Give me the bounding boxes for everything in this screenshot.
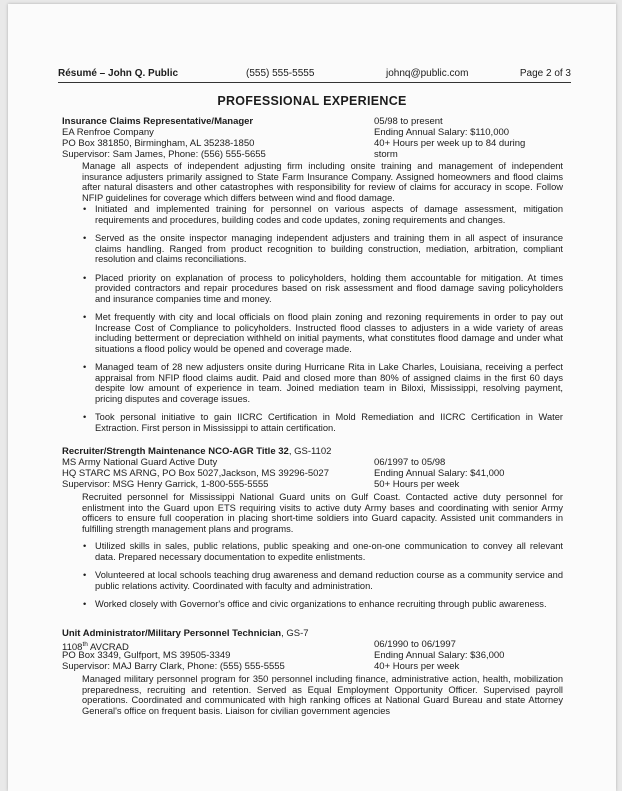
job-title-text: Insurance Claims Representative/Manager (62, 116, 254, 127)
job-summary: Recruited personnel for Mississippi National Guard units on Gulf Coast. Contacted active duty personnel for enlistment into the Guard upon ETS requiring visits to active duty Army bases and coordinating with senior Army officers to ensure full cooperation in placing short-time soldiers into Guard capacity. Assisted unit commanders in fulfilling strength management plans and programs. (82, 492, 563, 534)
job-grade: , GS-1102 (288, 446, 332, 457)
job-dates: 06/1990 to 06/1997 (374, 639, 456, 650)
bullet-text: Served as the onsite inspector managing independent adjusters and training them in all aspect of insurance claims handling. Ranged from product recognition to building construction, mediation, arbitration, compliant resolution and claims reconciliations. (95, 233, 563, 264)
employer-unit-name: AVCRAD (87, 642, 129, 654)
job-title (62, 447, 331, 458)
bullet-text: Volunteered at local schools teaching drug awareness and demand reduction course as a community service and public relations activity. Coordinated with faculty and administration. (95, 570, 563, 591)
job-bullets (83, 541, 563, 610)
bullet-marker: • (83, 412, 87, 422)
bullet-text: Placed priority on explanation of process to policyholders, holding them accountable for mitigation. At times provided contractors and repair procedures based on risk assessment and flood damage saving policyholders and insurance companies time and money. (95, 272, 563, 304)
page-header (58, 68, 571, 82)
bullet-marker: • (83, 272, 87, 283)
bullet-item (83, 312, 563, 354)
header-phone: (555) 555-5555 (246, 68, 315, 79)
bullet-item (83, 570, 563, 591)
bullet-item (83, 599, 563, 610)
supervisor: Supervisor: MAJ Barry Clark, Phone: (555) 555-5555 (62, 661, 285, 672)
employer-name: MS Army National Guard Active Duty (62, 457, 218, 468)
supervisor: Supervisor: MSG Henry Garrick, 1-800-555-5555 (62, 479, 269, 490)
bullet-text: Initiated and implemented training for personnel on various aspects of damage assessment, mitigation requirements and procedures, building codes and code updates, zoning requirements and changes. (95, 204, 563, 225)
job-dates: 06/1997 to 05/98 (374, 457, 446, 468)
employer-address: PO Box 3349, Gulfport, MS 39505-3349 (62, 650, 231, 661)
bullet-marker: • (83, 204, 87, 214)
bullet-item (83, 362, 563, 404)
resume-page (8, 4, 616, 791)
bullet-item (83, 233, 563, 265)
employer-address: PO Box 381850, Birmingham, AL 35238-1850 (62, 138, 255, 149)
job-salary: Ending Annual Salary: $36,000 (374, 650, 505, 661)
header-page-number: Page 2 of 3 (519, 68, 571, 79)
job-hours: 40+ Hours per week up to 84 during (374, 138, 526, 149)
header-rule (58, 82, 571, 83)
bullet-item (83, 541, 563, 562)
job-dates: 05/98 to present (374, 116, 443, 127)
section-title: PROFESSIONAL EXPERIENCE (217, 94, 407, 108)
job-salary: Ending Annual Salary: $41,000 (374, 468, 505, 479)
job-summary: Manage all aspects of independent adjusting firm including onsite training and management of independent insurance adjusters primarily assigned to State Farm Insurance Company. Assigned homeowners and flood claims after natural disasters and other catastrophes with responsibility for review of claims for accuracy in scope. Follow NFIP guidelines for coverage which differs between wind and flood damage. (82, 161, 563, 203)
bullet-marker: • (83, 541, 87, 551)
job-title (62, 629, 309, 640)
bullet-marker: • (83, 233, 87, 243)
bullet-text: Utilized skills in sales, public relations, public speaking and one-on-one communication to convey all relevant data. Prepared necessary documentation to expedite enlistments. (95, 541, 563, 562)
job-title (62, 117, 253, 128)
job-bullets (83, 204, 563, 433)
bullet-text: Took personal initiative to gain IICRC Certification in Mold Remediation and IICRC Certification in Water Extraction. First person in Mississippi to attain certification. (95, 412, 563, 433)
bullet-marker: • (83, 312, 87, 322)
bullet-item (83, 273, 563, 305)
bullet-marker: • (83, 599, 87, 609)
bullet-text: Worked closely with Governor's office and civic organizations to enhance recruiting through public awareness. (95, 599, 547, 609)
employer-unit-number: 1108 (62, 642, 83, 654)
job-grade: , GS-7 (281, 628, 309, 639)
bullet-text: Managed team of 28 new adjusters onsite during Hurricane Rita in Lake Charles, Louisiana, receiving a perfect appraisal from NFIP flood claims audit. Paid and closed more than 80% of assigned claims in the first 60 days despite low amount of experience in team. Joined mediation team in Biloxi, Mississippi, resolving payment, pricing disputes and coverage issues. (95, 362, 563, 404)
header-email: johnq@public.com (386, 68, 469, 79)
bullet-marker: • (83, 570, 87, 580)
job-hours: 50+ Hours per week (374, 479, 460, 490)
header-name: Résumé – John Q. Public (58, 68, 179, 79)
bullet-marker: • (83, 362, 87, 372)
job-hours-cont: storm (374, 149, 398, 160)
bullet-item (83, 204, 563, 225)
employer-name: EA Renfroe Company (62, 127, 154, 138)
job-salary: Ending Annual Salary: $110,000 (374, 127, 510, 138)
employer-unit-suffix: th (82, 641, 88, 648)
bullet-text: Met frequently with city and local officials on flood plain zoning and rezoning requirements in order to pay out Increase Cost of Compliance to policyholders. Instructed flood classes to adjusters in a wide variety of areas including betterment or depreciation withheld on initial payments, what constitutes flood damage and under what situations a flood policy would be opened and coverage made. (95, 312, 563, 354)
job-hours: 40+ Hours per week (374, 661, 460, 672)
job-title-text: Recruiter/Strength Maintenance NCO-AGR Title 32 (62, 446, 289, 457)
job-summary: Managed military personnel program for 350 personnel including finance, administrative action, health, mobilization preparedness, recruiting and retention. Served as Equal Employment Opportunity Officer. Supervised payroll operations. Coordinated and communicated with high ranking offices at National Guard Bureau and state Attorney General's office on frequent basis. Liaison for civilian government agencies (82, 674, 563, 716)
supervisor: Supervisor: Sam James, Phone: (556) 555-5655 (62, 149, 266, 160)
job-title-text: Unit Administrator/Military Personnel Technician (62, 628, 282, 639)
employer-address: HQ STARC MS ARNG, PO Box 5027,Jackson, MS 39296-5027 (62, 468, 329, 479)
bullet-item (83, 412, 563, 433)
